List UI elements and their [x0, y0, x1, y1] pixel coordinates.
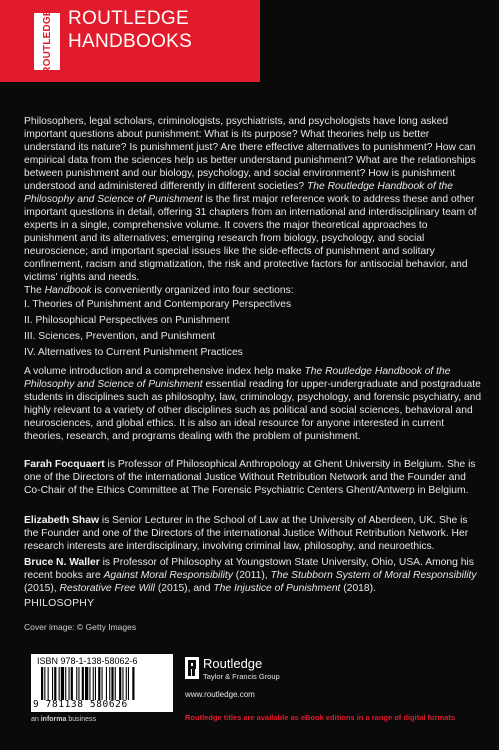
barcode-bar — [98, 667, 100, 700]
barcode-bar — [52, 667, 53, 700]
barcode-bar — [126, 667, 127, 700]
barcode-bar — [48, 667, 49, 700]
description-paragraph-2: The Handbook is conveniently organized into four sections: — [24, 285, 294, 296]
barcode-bar — [65, 667, 66, 700]
section-item: II. Philosophical Perspectives on Punishment — [24, 315, 230, 326]
logo-text: ROUTLEDGE — [41, 9, 53, 74]
barcode-bar — [119, 667, 121, 700]
barcode-bar — [95, 667, 96, 700]
barcode-bar — [54, 667, 56, 700]
publisher-url[interactable]: www.routledge.com — [185, 690, 255, 699]
cover-credit: Cover image: © Getty Images — [24, 622, 137, 632]
barcode-bar — [115, 667, 116, 700]
subject-category: PHILOSOPHY — [24, 597, 95, 609]
barcode-bar — [82, 667, 84, 700]
barcode-bar — [93, 667, 94, 700]
barcode-bar — [69, 667, 70, 700]
ebook-note: Routledge titles are available as eBook editions in a range of digital formats — [185, 713, 456, 722]
barcode-digits: 9 781138 580626 — [33, 699, 128, 710]
barcode-bar — [102, 667, 103, 700]
barcode-bar — [128, 667, 129, 700]
series-title-line2: HANDBOOKS — [68, 31, 193, 52]
editor-bio-shaw: Elizabeth Shaw is Senior Lecturer in the School of Law at the University of Aberdeen, UK. She is the Founder and one of the Directors of the international Justice Without Retribution Network. Her research interests are interdisciplinary, involving criminal law, philosophy, and neuroethics. — [24, 515, 469, 552]
routledge-logo — [34, 9, 60, 74]
informa-business: an informa business — [31, 716, 96, 723]
description-paragraph-1: Philosophers, legal scholars, criminologists, psychiatrists, and psychologists have long asked important questions about punishment: What is its purpose? What theories help us better understand its nature? Is punishment just? Are there effective alternatives to punishment? How can empirical data from the sciences help us better understand punishment? What are the relationships between punishment and our biology, psychology, and social environment? How is punishment understood and administered differently in different societies? The Routledge Handbook of the Philosophy and Science of Punishment is the first major reference work to address these and other important questions in detail, offering 31 chapters from an international and interdisciplinary team of experts in a single, comprehensive volume. It covers the major theoretical approaches to punishment and its alternatives; emerging research from biology, psychology, and social neuroscience; and important special issues like the side-effects of punishment and solitary confinement, racism and stigmatization, the risk and protective factors for antisocial behavior, and victims' rights and needs. — [24, 116, 477, 283]
section-item: III. Sciences, Prevention, and Punishment — [24, 331, 216, 342]
section-item: IV. Alternatives to Current Punishment Practices — [24, 347, 243, 358]
barcode-bar — [78, 667, 79, 700]
isbn-barcode — [31, 654, 173, 712]
series-title-line1: ROUTLEDGE — [68, 8, 189, 29]
description-paragraph-3: A volume introduction and a comprehensive index help make The Routledge Handbook of the Philosophy and Science of Punishment essential reading for upper-undergraduate and postgraduate students in disciplines such as philosophy, law, criminology, psychology, and forensic psychiatry, and highly relevant to a variety of other disciplines such as political and social sciences, behavioral and neurosciences, and global ethics. It is also an ideal resource for anyone interested in current theories, research, and programs dealing with the problem of punishment. — [24, 366, 482, 442]
barcode-bar — [132, 667, 134, 700]
publisher-name: Routledge — [203, 656, 263, 671]
barcode-bar — [41, 667, 43, 700]
publisher-group: Taylor & Francis Group — [203, 672, 280, 681]
barcode-bar — [89, 667, 90, 700]
section-item: I. Theories of Punishment and Contemporary Perspectives — [24, 299, 292, 310]
barcode-bars — [41, 667, 167, 700]
barcode-bar — [106, 667, 107, 700]
editor-bio-waller: Bruce N. Waller is Professor of Philosophy at Youngstown State University, Ohio, USA. Among his recent books are Against Moral Responsibility (2011), The Stubborn System of Moral Responsibility (2015), Restorative Free Will (2015), and The Injustice of Punishment (2018). — [24, 557, 477, 594]
barcode-bar — [71, 667, 73, 700]
barcode-bar — [61, 667, 64, 700]
series-banner — [0, 0, 260, 82]
barcode-bar — [109, 667, 110, 700]
barcode-bar — [85, 667, 88, 700]
barcode-bar — [76, 667, 77, 700]
barcode-bar — [59, 667, 60, 700]
section-list — [24, 298, 291, 362]
routledge-publisher-icon — [185, 657, 199, 679]
isbn-label: ISBN 978-1-138-58062-6 — [37, 656, 138, 666]
editor-bio-focquaert: Farah Focquaert is Professor of Philosophical Anthropology at Ghent University in Belgium. She is one of the Directors of the international Justice Without Retribution Network and the Founder and Co-Chair of the Ethics Committee at The Forensic Psychiatric Centers Ghent/Antwerp in Belgium. — [24, 459, 476, 496]
barcode-bar — [122, 667, 123, 700]
barcode-bar — [111, 667, 113, 700]
barcode-bar — [44, 667, 45, 700]
